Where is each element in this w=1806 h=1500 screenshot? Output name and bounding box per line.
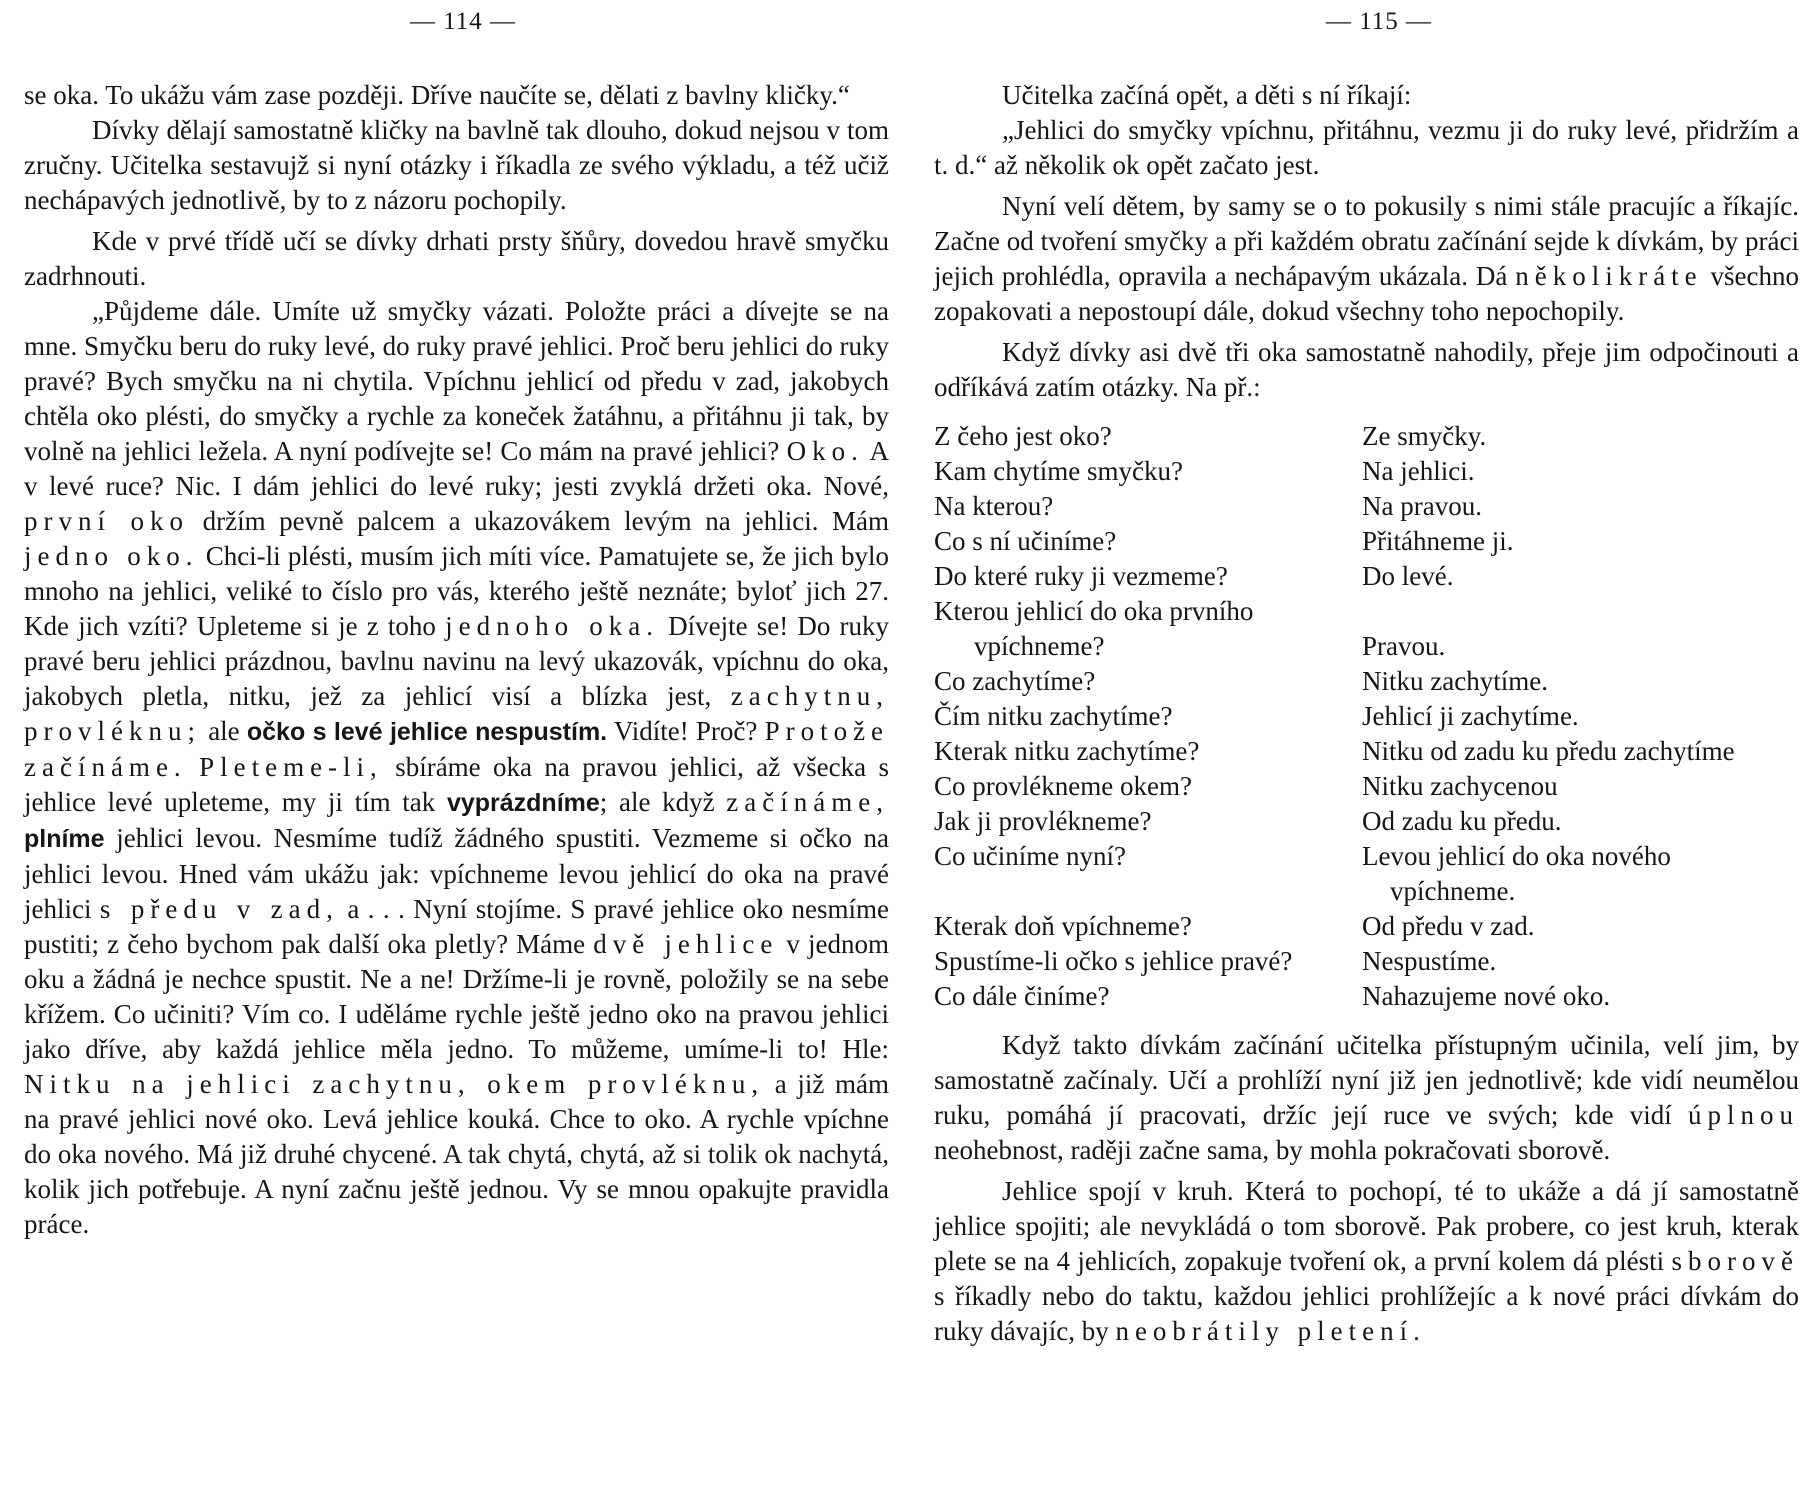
bold-text: plníme: [24, 825, 105, 853]
emphasis: s předu v zad,: [99, 894, 339, 924]
qa-row: [934, 489, 1799, 524]
text-run: neohebnost, raději začne sama, by mohla pokračovati sborově.: [934, 1135, 1611, 1165]
answer: Od předu v zad.: [1362, 911, 1535, 941]
page-number: — 114 —: [409, 8, 517, 35]
text-run: s říkadly nebo do taktu, každou jehlici prohlížejíc a k nové práci dívkám do ruky dávajíc, by: [934, 1281, 1799, 1346]
paragraph: [934, 189, 1799, 329]
emphasis: Protože začínáme.: [24, 716, 890, 782]
question: Co učiníme nyní?: [934, 841, 1126, 871]
text-run: A v levé ruce? Nic. I dám jehlici do levé ruky; jesti zvyklá držeti oka. Nové,: [24, 436, 889, 501]
question: Na kterou?: [934, 491, 1054, 521]
answer: Jehlicí ji zachytíme.: [1362, 701, 1579, 731]
right-page-text: [934, 78, 1799, 1349]
emphasis: začínáme,: [726, 787, 889, 817]
paragraph: [934, 1174, 1799, 1349]
paragraph: Dívky dělají samostatně kličky na bavlně tak dlouho, dokud nejsou v tom zručny. Učitelka sestavujž si nyní otázky i říkadla ze svého výkladu, a též učiž nechápavých jednotlivě, by to z názoru pochopily.: [24, 115, 889, 215]
paragraph: „Jehlici do smyčky vpíchnu, přitáhnu, vezmu ji do ruky levé, přidržím a t. d.“ až několik ok opět začato jest.: [934, 115, 1799, 180]
qa-row: [934, 804, 1799, 839]
paragraph: se oka. To ukážu vám zase později. Dříve naučíte se, dělati z bavlny kličky.“: [24, 80, 850, 110]
qa-row: [934, 909, 1799, 944]
answer: Nespustíme.: [1362, 946, 1497, 976]
paragraph: Když dívky asi dvě tři oka samostatně nahodily, přeje jim odpočinouti a odříkává zatím otázky. Na př.:: [934, 337, 1799, 402]
dialogue-paragraph: [24, 294, 889, 1242]
answer: Od zadu ku předu.: [1362, 806, 1562, 836]
question: Do které ruky ji vezmeme?: [934, 561, 1228, 591]
question: Z čeho jest oko?: [934, 421, 1112, 451]
answer: vpíchneme.: [1390, 876, 1516, 906]
answer: Levou jehlicí do oka nového: [1362, 841, 1671, 871]
emphasis: Oko.: [786, 436, 864, 466]
answer: Nitku zachycenou: [1362, 771, 1558, 801]
page-number: — 115 —: [1325, 8, 1433, 35]
emphasis: úplnou: [1688, 1100, 1800, 1130]
qa-row: [934, 944, 1799, 979]
answer: Přitáhneme ji.: [1362, 526, 1514, 556]
question: Kterak nitku zachytíme?: [934, 736, 1200, 766]
qa-row: [934, 979, 1799, 1014]
question: Co zachytíme?: [934, 666, 1096, 696]
paragraph: Kde v prvé třídě učí se dívky drhati prsty šňůry, dovedou hravě smyčku zadrhnouti.: [24, 226, 889, 291]
text-run: ; ale když: [599, 787, 715, 817]
text-run: Jehlice spojí v kruh. Která to pochopí, té to ukáže a dá jí samostatně jehlice spojiti; ale nevykládá o tom sborově. Pak probere, co jest kruh, kterak plete se na 4 jehlicích, zopakuje tvoření ok, a první kolem dá plésti: [934, 1176, 1799, 1276]
emphasis: sborově: [1671, 1246, 1800, 1276]
question-answer-list: [934, 419, 1799, 1014]
left-page-text: [24, 78, 889, 1242]
question: Kam chytíme smyčku?: [934, 456, 1183, 486]
qa-row: [934, 664, 1799, 699]
text-run: Nyní velí dětem, by samy se o to pokusily s nimi stále pracujíc a říkajíc. Začne od tvoření smyčky a při každém obratu začínání sejde k dívkám, by práci jejich prohlédla, opravila a nechápavým ukázala. Dá: [934, 191, 1799, 291]
text-run: sbíráme oka na pravou jehlici, až všecka s jehlice levé upleteme, my ji tím tak: [24, 752, 889, 817]
question: Spustíme-li očko s jehlice pravé?: [934, 946, 1293, 976]
question: vpíchneme?: [974, 631, 1105, 661]
left-page: [24, 0, 914, 1500]
emphasis: Nitku na jehlici zachytnu, okem provléknu,: [24, 1069, 765, 1099]
qa-row: [934, 874, 1799, 909]
emphasis: zachytnu, provléknu;: [24, 681, 889, 746]
question: Čím nitku zachytíme?: [934, 701, 1173, 731]
qa-row: [934, 629, 1799, 664]
answer: Nitku od zadu ku předu zachytíme: [1362, 736, 1735, 766]
answer: Pravou.: [1362, 631, 1446, 661]
answer: Nahazujeme nové oko.: [1362, 981, 1611, 1011]
emphasis: Pleteme-li,: [199, 752, 383, 782]
question: Kterou jehlicí do oka prvního: [934, 596, 1254, 626]
right-page: [934, 0, 1806, 1500]
question: Co dále činíme?: [934, 981, 1110, 1011]
emphasis: první oko: [24, 506, 190, 536]
qa-row: [934, 419, 1799, 454]
answer: [1362, 594, 1799, 629]
answer: Na pravou.: [1362, 491, 1482, 521]
qa-row: [934, 559, 1799, 594]
text-run: a . . . Nyní stojíme. S pravé jehlice oko nesmíme pustiti; z čeho bychom pak další oka pletly? Máme: [24, 894, 890, 959]
emphasis: neobrátily pletení.: [1115, 1316, 1426, 1346]
answer: Na jehlici.: [1362, 456, 1475, 486]
text-run: Když takto dívkám začínání učitelka přístupným učinila, velí jim, by samostatně začínaly. Učí a prohlíží nyní již jen jednotlivě; kde vidí neumělou ruku, pomáhá jí pracovati, držíc její ruce ve svých; kde vidí: [934, 1030, 1799, 1130]
emphasis: jedno oko.: [24, 541, 199, 571]
qa-row: [934, 454, 1799, 489]
answer: Do levé.: [1362, 561, 1454, 591]
emphasis: několikráte: [1515, 261, 1703, 291]
paragraph: Učitelka začíná opět, a děti s ní říkají:: [1002, 80, 1412, 110]
text-run: všechno zopakovati a nepostoupí dále, dokud všechny toho nepochopily.: [934, 261, 1800, 326]
question: Kterak doň vpíchneme?: [934, 911, 1192, 941]
answer: Nitku zachytíme.: [1362, 666, 1548, 696]
bold-text: očko s levé jehlice nespustím.: [246, 718, 608, 746]
qa-row: [934, 699, 1799, 734]
qa-row: [934, 594, 1799, 629]
answer: Ze smyčky.: [1362, 421, 1487, 451]
text-run: držím pevně palcem a ukazovákem levým na jehlici. Mám: [202, 506, 890, 536]
text-run: jehlici levou. Nesmíme tudíž žádného spustiti. Vezmeme si očko na jehlici levou. Hned vám ukážu jak: vpíchneme levou jehlicí do oka na pravé jehlici: [24, 823, 889, 924]
text-run: Chci-li plésti, musím jich míti více. Pamatujete se, že jich bylo mnoho na jehlici, veliké to číslo pro vás, kterého ještě neznáte; byloť jich 27. Kde jich vzíti? Upleteme si je z toho: [24, 541, 889, 641]
bold-text: vyprázdníme: [446, 789, 600, 817]
qa-row: [934, 839, 1799, 874]
text-run: ale: [208, 716, 240, 746]
question: [934, 874, 1362, 909]
question: Jak ji provlékneme?: [934, 806, 1152, 836]
qa-row: [934, 769, 1799, 804]
question: Co s ní učiníme?: [934, 526, 1117, 556]
text-run: a již mám na pravé jehlici nové oko. Levá jehlice kouká. Chce to oko. A rychle vpíchne do oka nového. Má již druhé chycené. A tak chytá, chytá, až si tolik ok nachytá, kolik jich potřebuje. A nyní začnu ještě jednou. Vy se mnou opakujte pravidla práce.: [24, 1069, 890, 1239]
qa-row: [934, 734, 1799, 769]
text-run: Vidíte! Proč?: [613, 716, 758, 746]
question: Co provlékneme okem?: [934, 771, 1192, 801]
emphasis: dvě jehlice: [593, 929, 779, 959]
text-run: „Půjdeme dále. Umíte už smyčky vázati. Položte práci a dívejte se na mne. Smyčku beru do ruky levé, do ruky pravé jehlici. Proč beru jehlici do ruky pravé? Bych smyčku na ni chytila. Vpíchnu jehlicí od předu v zad, jakobych chtěla oko plésti, do smyčky a rychle za koneček žatáhnu, a přitáhnu ji tak, by volně na jehlici ležela. A nyní podívejte se! Co mám na pravé jehlici?: [24, 296, 889, 466]
paragraph: [934, 1028, 1799, 1168]
qa-row: [934, 524, 1799, 559]
text-run: v jednom oku a žádná je nechce spustit. Ne a ne! Držíme-li je rovně, položily se na sebe křížem. Co učiniti? Vím co. I uděláme rychle ještě jedno oko na pravou jehlici jako dříve, aby každá jehlice měla jedno. To můžeme, umíme-li to! Hle:: [24, 929, 890, 1064]
emphasis: jednoho oka.: [445, 611, 659, 641]
text-run: Dívejte se! Do ruky pravé beru jehlici prázdnou, bavlnu navinu na levý ukazovák, vpíchnu do oka, jakobych pletla, nitku, jež za jehlicí visí a blízka jest,: [24, 611, 889, 711]
